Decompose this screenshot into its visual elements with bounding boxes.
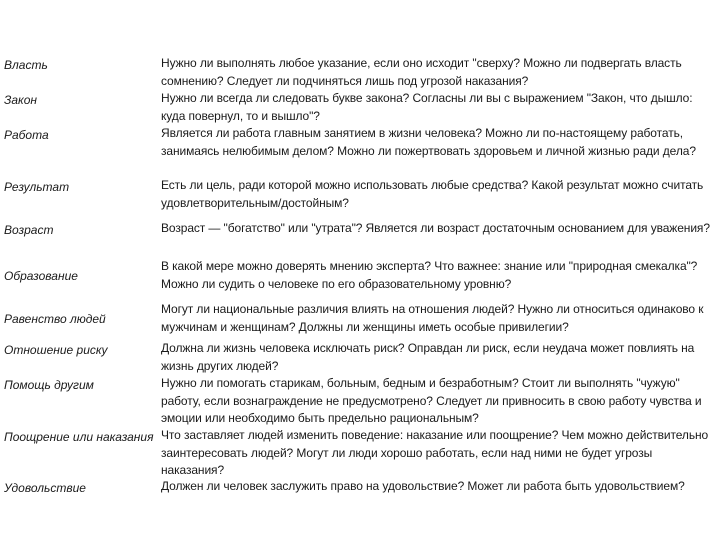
description-vlast: Нужно ли выполнять любое указание, если оно исходит "сверху? Можно ли подвергать власть сомнению? Следует ли подчиняться лишь под угрозой наказания?: [161, 56, 682, 88]
description-zakon: Нужно ли всегда ли следовать букве закона? Согласны ли вы с выражением "Закон, что дышло: куда повернул, то и вышло"?: [161, 91, 693, 123]
term-otnoshenie-risku: Отношение риску: [4, 343, 108, 357]
term-pomoshch-drugim: Помощь другим: [4, 378, 94, 392]
description-pooshchrenie-ili-nakazaniya: Что заставляет людей изменить поведение: наказание или поощрение? Чем можно действительно заинтересовать людей? Могут ли люди хорошо работать, если над ними не будет угрозы наказания?: [161, 428, 709, 478]
description-otnoshenie-risku: Должна ли жизнь человека исключать риск? Оправдан ли риск, если неудача может повлиять на жизнь других людей?: [161, 341, 695, 373]
description-ravenstvo-lyudey: Могут ли национальные различия влиять на отношения людей? Нужно ли относиться одинаково к мужчинам и женщинам? Должны ли женщины иметь особые привилегии?: [161, 302, 704, 334]
term-obrazovanie: Образование: [4, 269, 78, 283]
term-vozrast: Возраст: [4, 223, 54, 237]
term-ravenstvo-lyudey: Равенство людей: [4, 312, 106, 326]
term-zakon: Закон: [4, 93, 37, 107]
description-vozrast: Возраст — "богатство" или "утрата"? Является ли возраст достаточным основанием для уважения?: [161, 221, 710, 235]
description-udovolstvie: Должен ли человек заслужить право на удовольствие? Может ли работа быть удовольствием?: [161, 479, 685, 493]
term-pooshchrenie-ili-nakazaniya: Поощрение или наказания: [4, 430, 154, 444]
description-pomoshch-drugim: Нужно ли помогать старикам, больным, бедным и безработным? Стоит ли выполнять "чужую" работу, если вознаграждение не предусмотрено? Следует ли привносить в свою работу чувства и эмоции или необходимо быть предельно рациональным?: [161, 376, 702, 426]
description-obrazovanie: В какой мере можно доверять мнению эксперта? Что важнее: знание или "природная смекалка"? Можно ли судить о человеке по его образовательному уровню?: [161, 259, 698, 291]
term-udovolstvie: Удовольствие: [4, 481, 86, 495]
description-rabota: Является ли работа главным занятием в жизни человека? Можно ли по-настоящему работать, занимаясь нелюбимым делом? Можно ли пожертвовать здоровьем и личной жизнью ради дела?: [161, 126, 696, 158]
description-rezultat: Есть ли цель, ради которой можно использовать любые средства? Какой результат можно считать удовлетворительным/достойным?: [161, 178, 704, 210]
term-rabota: Работа: [4, 128, 49, 142]
term-vlast: Власть: [4, 58, 48, 72]
term-rezultat: Результат: [4, 180, 70, 194]
